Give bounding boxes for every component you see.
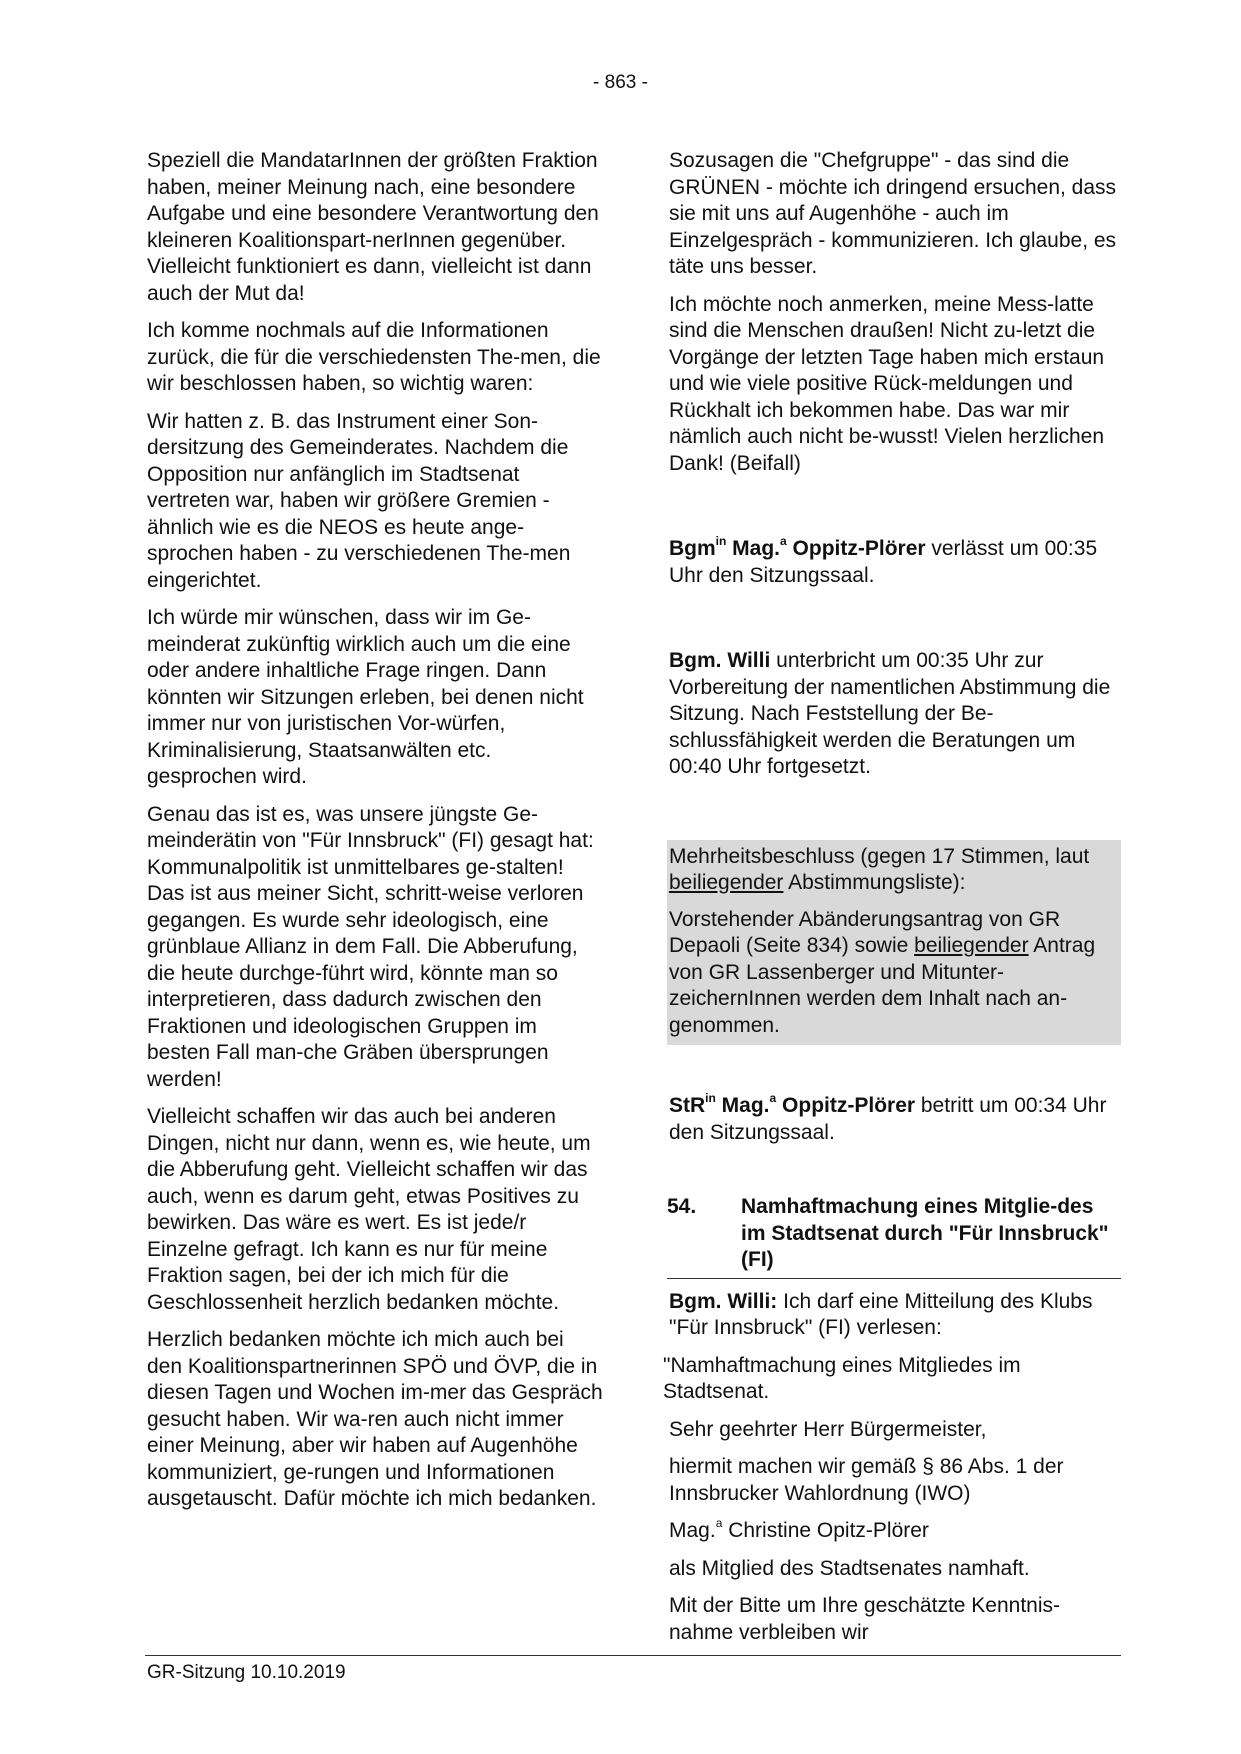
- page-number: - 863 -: [593, 72, 648, 93]
- paragraph: Speziell die MandatarInnen der größten Fraktion haben, meiner Meinung nach, eine besondere Aufgabe und eine besondere Verantwortung den kleineren Koalitionspart-nerInnen gegenüber. Vielleicht funktioniert es dann, vielleicht ist dann auch der Mut da!: [147, 149, 599, 305]
- paragraph: Genau das ist es, was unsere jüngste Ge-meinderätin von "Für Innsbruck" (FI) gesagt hat: Kommunalpolitik ist unmittelbares ge-stalten! Das ist aus meiner Sicht, schritt-weise verloren gegangen. Es wurde sehr ideologisch, eine grünblaue Allianz in dem Fall. Die Abberufung, die heute durchge-führt wird, könnte man so interpretieren, dass dadurch zwischen den Fraktionen und ideologischen Gruppen im besten Fall man-che Gräben übersprungen werden!: [147, 802, 594, 1091]
- paragraph: Sozusagen die "Chefgruppe" - das sind die GRÜNEN - möchte ich dringend ersuchen, dass sie mit uns auf Augenhöhe - auch im Einzelgespräch - kommunizieren. Ich glaube, es täte uns besser.: [669, 149, 1117, 278]
- paragraph: Ich möchte noch anmerken, meine Mess-latte sind die Menschen draußen! Nicht zu-letzt die Vorgänge der letzten Tage haben mich erstaun und wie viele positive Rück-meldungen und Rückhalt ich bekommen habe. Das war mir nämlich auch nicht be-wusst! Vielen herzlichen Dank! (Beifall): [669, 292, 1105, 475]
- left-column: [147, 148, 603, 1524]
- quoted-text: hiermit machen wir gemäß § 86 Abs. 1 der Innsbrucker Wahlordnung (IWO): [669, 1455, 1064, 1505]
- quoted-text: Mit der Bitte um Ihre geschätzte Kenntnis-nahme verbleiben wir: [669, 1594, 1061, 1644]
- quoted-text: Sehr geehrter Herr Bürgermeister,: [669, 1417, 987, 1441]
- agenda-item-title: Namhaftmachung eines Mitglie-des im Stadtsenat durch "Für Innsbruck" (FI): [741, 1195, 1109, 1271]
- paragraph: Wir hatten z. B. das Instrument einer Son-dersitzung des Gemeinderates. Nachdem die Opposition nur anfänglich im Stadtsenat vertreten war, haben wir größere Gremien - ähnlich wie es die NEOS es heute ange-sprochen haben - zu verschiedenen The-men eingerichtet.: [147, 409, 571, 592]
- session-note-enter: StR$^{in}$ Mag.$^a$ Oppitz-Plörer betritt um 00:34 Uhr den Sitzungssaal.: [669, 1091, 1107, 1144]
- resolution-text: Vorstehender Abänderungsantrag von GR Depaoli (Seite 834) sowie beiliegender Antrag von GR Lassenberger und Mitunter-zeichernInnen werden dem Inhalt nach an-genommen.: [669, 907, 1096, 1037]
- agenda-item-heading: [667, 1194, 1121, 1279]
- session-note-interruption: Bgm. Willi unterbricht um 00:35 Uhr zur Vorbereitung der namentlichen Abstimmung die Sitzung. Nach Feststellung der Be-schlussfähigkeit werden die Beratungen um 00:40 Uhr fortgesetzt.: [669, 649, 1111, 778]
- footer-session-date: GR-Sitzung 10.10.2019: [147, 1662, 346, 1683]
- footer-divider: [145, 1655, 1121, 1656]
- paragraph: Vielleicht schaffen wir das auch bei anderen Dingen, nicht nur dann, wenn es, wie heute, um die Abberufung geht. Vielleicht schaffen wir das auch, wenn es darum geht, etwas Positives zu bewirken. Das wäre es wert. Es ist jede/r Einzelne gefragt. Ich kann es nur für meine Fraktion sagen, bei der ich mich für die Geschlossenheit herzlich bedanken möchte.: [147, 1105, 591, 1314]
- resolution-line: Mehrheitsbeschluss (gegen 17 Stimmen, laut beiliegender Abstimmungsliste):: [669, 844, 1090, 894]
- resolution-box: [667, 840, 1121, 1046]
- agenda-item-number: 54.: [667, 1195, 697, 1218]
- paragraph: Ich komme nochmals auf die Informationen zurück, die für die verschiedensten The-men, die wir beschlossen haben, so wichtig waren:: [147, 319, 601, 395]
- quoted-name: Mag.$^a$ Christine Opitz-Plörer: [669, 1516, 929, 1542]
- speaker-statement: Bgm. Willi: Ich darf eine Mitteilung des Klubs "Für Innsbruck" (FI) verlesen:: [669, 1289, 1093, 1339]
- right-column: [663, 148, 1119, 1657]
- paragraph: Ich würde mir wünschen, dass wir im Ge-meinderat zukünftig wirklich auch um die eine oder andere inhaltliche Frage ringen. Dann könnten wir Sitzungen erleben, bei denen nicht immer nur von juristischen Vor-würfen, Kriminalisierung, Staatsanwälten etc. gesprochen wird.: [147, 606, 584, 788]
- quoted-text: "Namhaftmachung eines Mitgliedes im Stadtsenat.: [663, 1353, 1021, 1403]
- quoted-text: als Mitglied des Stadtsenates namhaft.: [669, 1556, 1030, 1580]
- paragraph: Herzlich bedanken möchte ich mich auch bei den Koalitionspartnerinnen SPÖ und ÖVP, die in diesen Tagen und Wochen im-mer das Gespräch gesucht haben. Wir wa-ren auch nicht immer einer Meinung, aber wir haben auf Augenhöhe kommuniziert, ge-rungen und Informationen ausgetauscht. Dafür möchte ich mich bedanken.: [147, 1328, 603, 1510]
- session-note-leave: Bgm$^{in}$ Mag.$^a$ Oppitz-Plörer verlässt um 00:35 Uhr den Sitzungssaal.: [669, 534, 1098, 587]
